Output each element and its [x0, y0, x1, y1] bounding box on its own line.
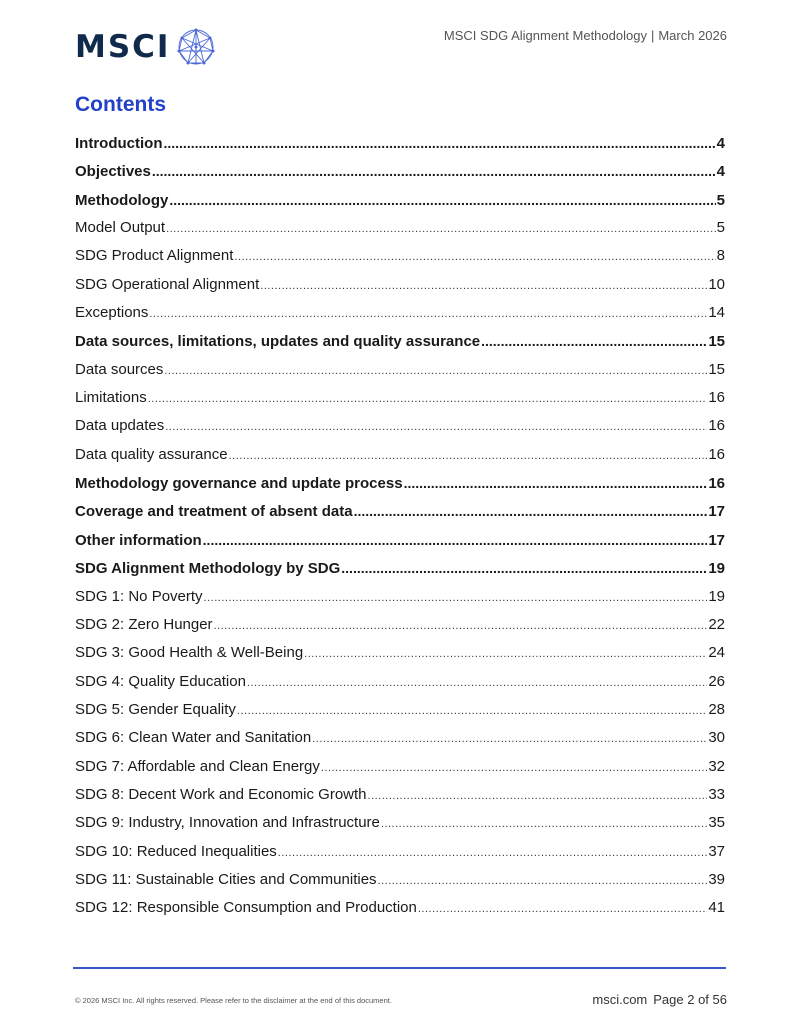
toc-entry[interactable]: [75, 554, 725, 582]
toc-entry-page: 17: [708, 531, 725, 549]
toc-dot-leader: [148, 385, 708, 413]
toc-entry-title: SDG 3: Good Health & Well-Being: [75, 644, 304, 662]
toc-dot-leader: [368, 782, 708, 810]
toc-dot-leader: [381, 810, 707, 838]
toc-entry-page: 17: [708, 503, 725, 521]
contents-heading: Contents: [75, 93, 166, 116]
toc-dot-leader: [481, 327, 707, 355]
toc-entry[interactable]: [75, 441, 725, 469]
toc-dot-leader: [304, 640, 707, 668]
toc-entry-title: Exceptions: [75, 304, 149, 322]
toc-entry-page: 24: [708, 644, 725, 662]
toc-entry-page: 14: [708, 304, 725, 322]
toc-entry-title: Other information: [75, 531, 202, 549]
toc-entry-page: 41: [708, 899, 725, 917]
toc-entry[interactable]: [75, 724, 725, 752]
toc-dot-leader: [152, 157, 716, 185]
toc-entry-title: SDG Product Alignment: [75, 247, 234, 265]
toc-entry-page: 5: [716, 191, 725, 209]
page-number: Page 2 of 56: [653, 992, 727, 1007]
document-title: MSCI SDG Alignment Methodology: [443, 28, 647, 43]
toc-entry-title: SDG 1: No Poverty: [75, 587, 203, 605]
toc-dot-leader: [166, 215, 716, 243]
toc-entry-page: 4: [716, 135, 725, 152]
toc-entry[interactable]: [75, 214, 725, 242]
toc-entry-page: 16: [708, 475, 725, 493]
toc-entry[interactable]: [75, 186, 725, 214]
toc-entry-page: 35: [708, 814, 725, 832]
toc-dot-leader: [354, 497, 708, 525]
toc-entry[interactable]: [75, 157, 725, 185]
toc-entry-page: 26: [708, 672, 725, 690]
toc-entry-page: 15: [708, 333, 725, 351]
toc-entry[interactable]: [75, 299, 725, 327]
toc-entry[interactable]: [75, 838, 725, 866]
toc-entry[interactable]: [75, 497, 725, 525]
toc-entry[interactable]: [75, 583, 725, 611]
toc-entry[interactable]: [75, 526, 725, 554]
toc-entry[interactable]: [75, 781, 725, 809]
toc-entry[interactable]: [75, 384, 725, 412]
toc-entry-title: Data sources, limitations, updates and quality assurance: [75, 333, 481, 351]
toc-dot-leader: [165, 413, 707, 441]
toc-entry[interactable]: [75, 894, 725, 922]
toc-entry-title: SDG Operational Alignment: [75, 275, 260, 293]
toc-dot-leader: [149, 300, 707, 328]
toc-entry-page: 19: [708, 587, 725, 605]
toc-dot-leader: [214, 612, 708, 640]
toc-entry-page: 30: [708, 729, 725, 747]
toc-entry-title: SDG 5: Gender Equality: [75, 700, 236, 718]
toc-entry-title: SDG 10: Reduced Inequalities: [75, 842, 277, 860]
footer-divider: [73, 967, 726, 969]
toc-entry-page: 28: [708, 700, 725, 718]
toc-dot-leader: [163, 129, 715, 157]
toc-entry-page: 16: [708, 417, 725, 435]
toc-entry[interactable]: [75, 356, 725, 384]
toc-entry-title: Introduction: [75, 135, 163, 152]
toc-dot-leader: [278, 839, 708, 867]
toc-dot-leader: [204, 584, 708, 612]
toc-entry-page: 8: [716, 247, 725, 265]
toc-dot-leader: [237, 697, 707, 725]
toc-entry-title: Objectives: [75, 163, 151, 181]
toc-entry-page: 4: [716, 163, 725, 181]
toc-entry-title: SDG Alignment Methodology by SDG: [75, 560, 341, 578]
toc-dot-leader: [321, 754, 707, 782]
toc-dot-leader: [378, 867, 708, 895]
copyright-notice: © 2026 MSCI Inc. All rights reserved. Please refer to the disclaimer at the end of this document.: [75, 996, 392, 1005]
toc-entry[interactable]: [75, 668, 725, 696]
toc-entry-title: Data quality assurance: [75, 445, 228, 463]
toc-entry-title: Data sources: [75, 360, 164, 378]
toc-entry-page: 19: [708, 560, 725, 578]
toc-entry[interactable]: [75, 639, 725, 667]
logo-wordmark: MSCI: [75, 29, 171, 65]
toc-entry-page: 5: [716, 219, 725, 237]
toc-entry-title: SDG 4: Quality Education: [75, 672, 246, 690]
toc-entry-title: Methodology: [75, 191, 169, 209]
toc-entry-page: 37: [708, 842, 725, 860]
toc-entry[interactable]: [75, 809, 725, 837]
toc-dot-leader: [247, 669, 707, 697]
toc-dot-leader: [169, 186, 715, 214]
toc-entry[interactable]: [75, 271, 725, 299]
toc-entry-page: 16: [708, 389, 725, 407]
toc-entry[interactable]: [75, 129, 725, 157]
toc-entry[interactable]: [75, 753, 725, 781]
document-date: March 2026: [658, 28, 727, 43]
toc-entry-title: Limitations: [75, 389, 147, 407]
running-header: [444, 28, 727, 43]
toc-entry-page: 33: [708, 785, 725, 803]
toc-entry[interactable]: [75, 327, 725, 355]
toc-entry-page: 39: [708, 870, 725, 888]
toc-entry-title: SDG 12: Responsible Consumption and Production: [75, 899, 417, 917]
toc-entry-title: Data updates: [75, 417, 165, 435]
toc-entry-page: 32: [708, 757, 725, 775]
toc-entry-title: Model Output: [75, 219, 166, 237]
toc-dot-leader: [164, 357, 707, 385]
table-of-contents: [75, 129, 725, 923]
toc-entry-title: SDG 11: Sustainable Cities and Communities: [75, 870, 377, 888]
toc-entry[interactable]: [75, 611, 725, 639]
toc-entry-title: Methodology governance and update process: [75, 475, 403, 493]
toc-dot-leader: [341, 554, 707, 582]
toc-entry-title: SDG 9: Industry, Innovation and Infrastructure: [75, 814, 380, 832]
toc-entry-title: SDG 2: Zero Hunger: [75, 615, 213, 633]
toc-entry-title: SDG 7: Affordable and Clean Energy: [75, 757, 320, 775]
toc-dot-leader: [203, 526, 708, 554]
footer-page-info: [592, 992, 727, 1007]
toc-dot-leader: [404, 469, 708, 497]
toc-entry[interactable]: [75, 866, 725, 894]
toc-dot-leader: [312, 725, 707, 753]
toc-dot-leader: [229, 442, 708, 470]
toc-entry-page: 15: [708, 360, 725, 378]
toc-entry-page: 22: [708, 615, 725, 633]
toc-dot-leader: [418, 895, 707, 923]
toc-entry-page: 10: [708, 275, 725, 293]
toc-entry-page: 16: [708, 445, 725, 463]
toc-entry[interactable]: [75, 242, 725, 270]
header-separator: |: [650, 28, 655, 43]
toc-entry-title: SDG 8: Decent Work and Economic Growth: [75, 785, 367, 803]
site-link[interactable]: msci.com: [592, 992, 648, 1007]
toc-dot-leader: [234, 243, 715, 271]
msci-logo: [75, 27, 216, 67]
toc-entry[interactable]: [75, 696, 725, 724]
toc-entry-title: Coverage and treatment of absent data: [75, 503, 353, 521]
toc-dot-leader: [260, 272, 707, 300]
toc-entry-title: SDG 6: Clean Water and Sanitation: [75, 729, 312, 747]
toc-entry[interactable]: [75, 412, 725, 440]
toc-entry[interactable]: [75, 469, 725, 497]
globe-icon: [176, 27, 216, 67]
